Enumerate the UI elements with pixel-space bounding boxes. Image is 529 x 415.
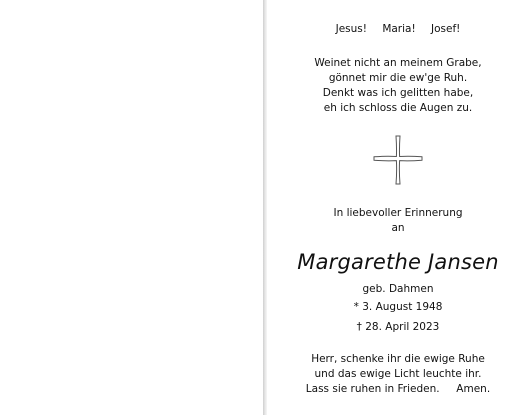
poem-line: Weinet nicht an meinem Grabe, (314, 57, 482, 69)
header-word-jesus: Jesus! (335, 23, 367, 35)
bottom-poem (267, 352, 529, 397)
cross-icon (372, 134, 424, 186)
memory-line-1: In liebevoller Erinnerung (333, 207, 463, 219)
prayer-line: und das ewige Licht leuchte ihr. (314, 368, 482, 380)
left-page (0, 0, 263, 415)
prayer-line: Lass sie ruhen in Frieden. Amen. (305, 383, 491, 395)
death-date: † 28. April 2023 (356, 321, 440, 333)
header-word-josef: Josef! (431, 23, 461, 35)
right-page (267, 0, 529, 415)
poem-line: Denkt was ich gelitten habe, (322, 87, 474, 99)
poem-line: eh ich schloss die Augen zu. (323, 102, 473, 114)
header-word-maria: Maria! (382, 23, 416, 35)
top-poem (267, 56, 529, 116)
memory-line-2: an (391, 222, 405, 234)
birth-date: * 3. August 1948 (353, 301, 443, 313)
memory-text (267, 206, 529, 236)
header-line (267, 22, 529, 37)
deceased-name: Margarethe Jansen (297, 250, 499, 274)
maiden-name: geb. Dahmen (362, 283, 434, 295)
prayer-line: Herr, schenke ihr die ewige Ruhe (311, 353, 485, 365)
poem-line: gönnet mir die ew'ge Ruh. (328, 72, 468, 84)
